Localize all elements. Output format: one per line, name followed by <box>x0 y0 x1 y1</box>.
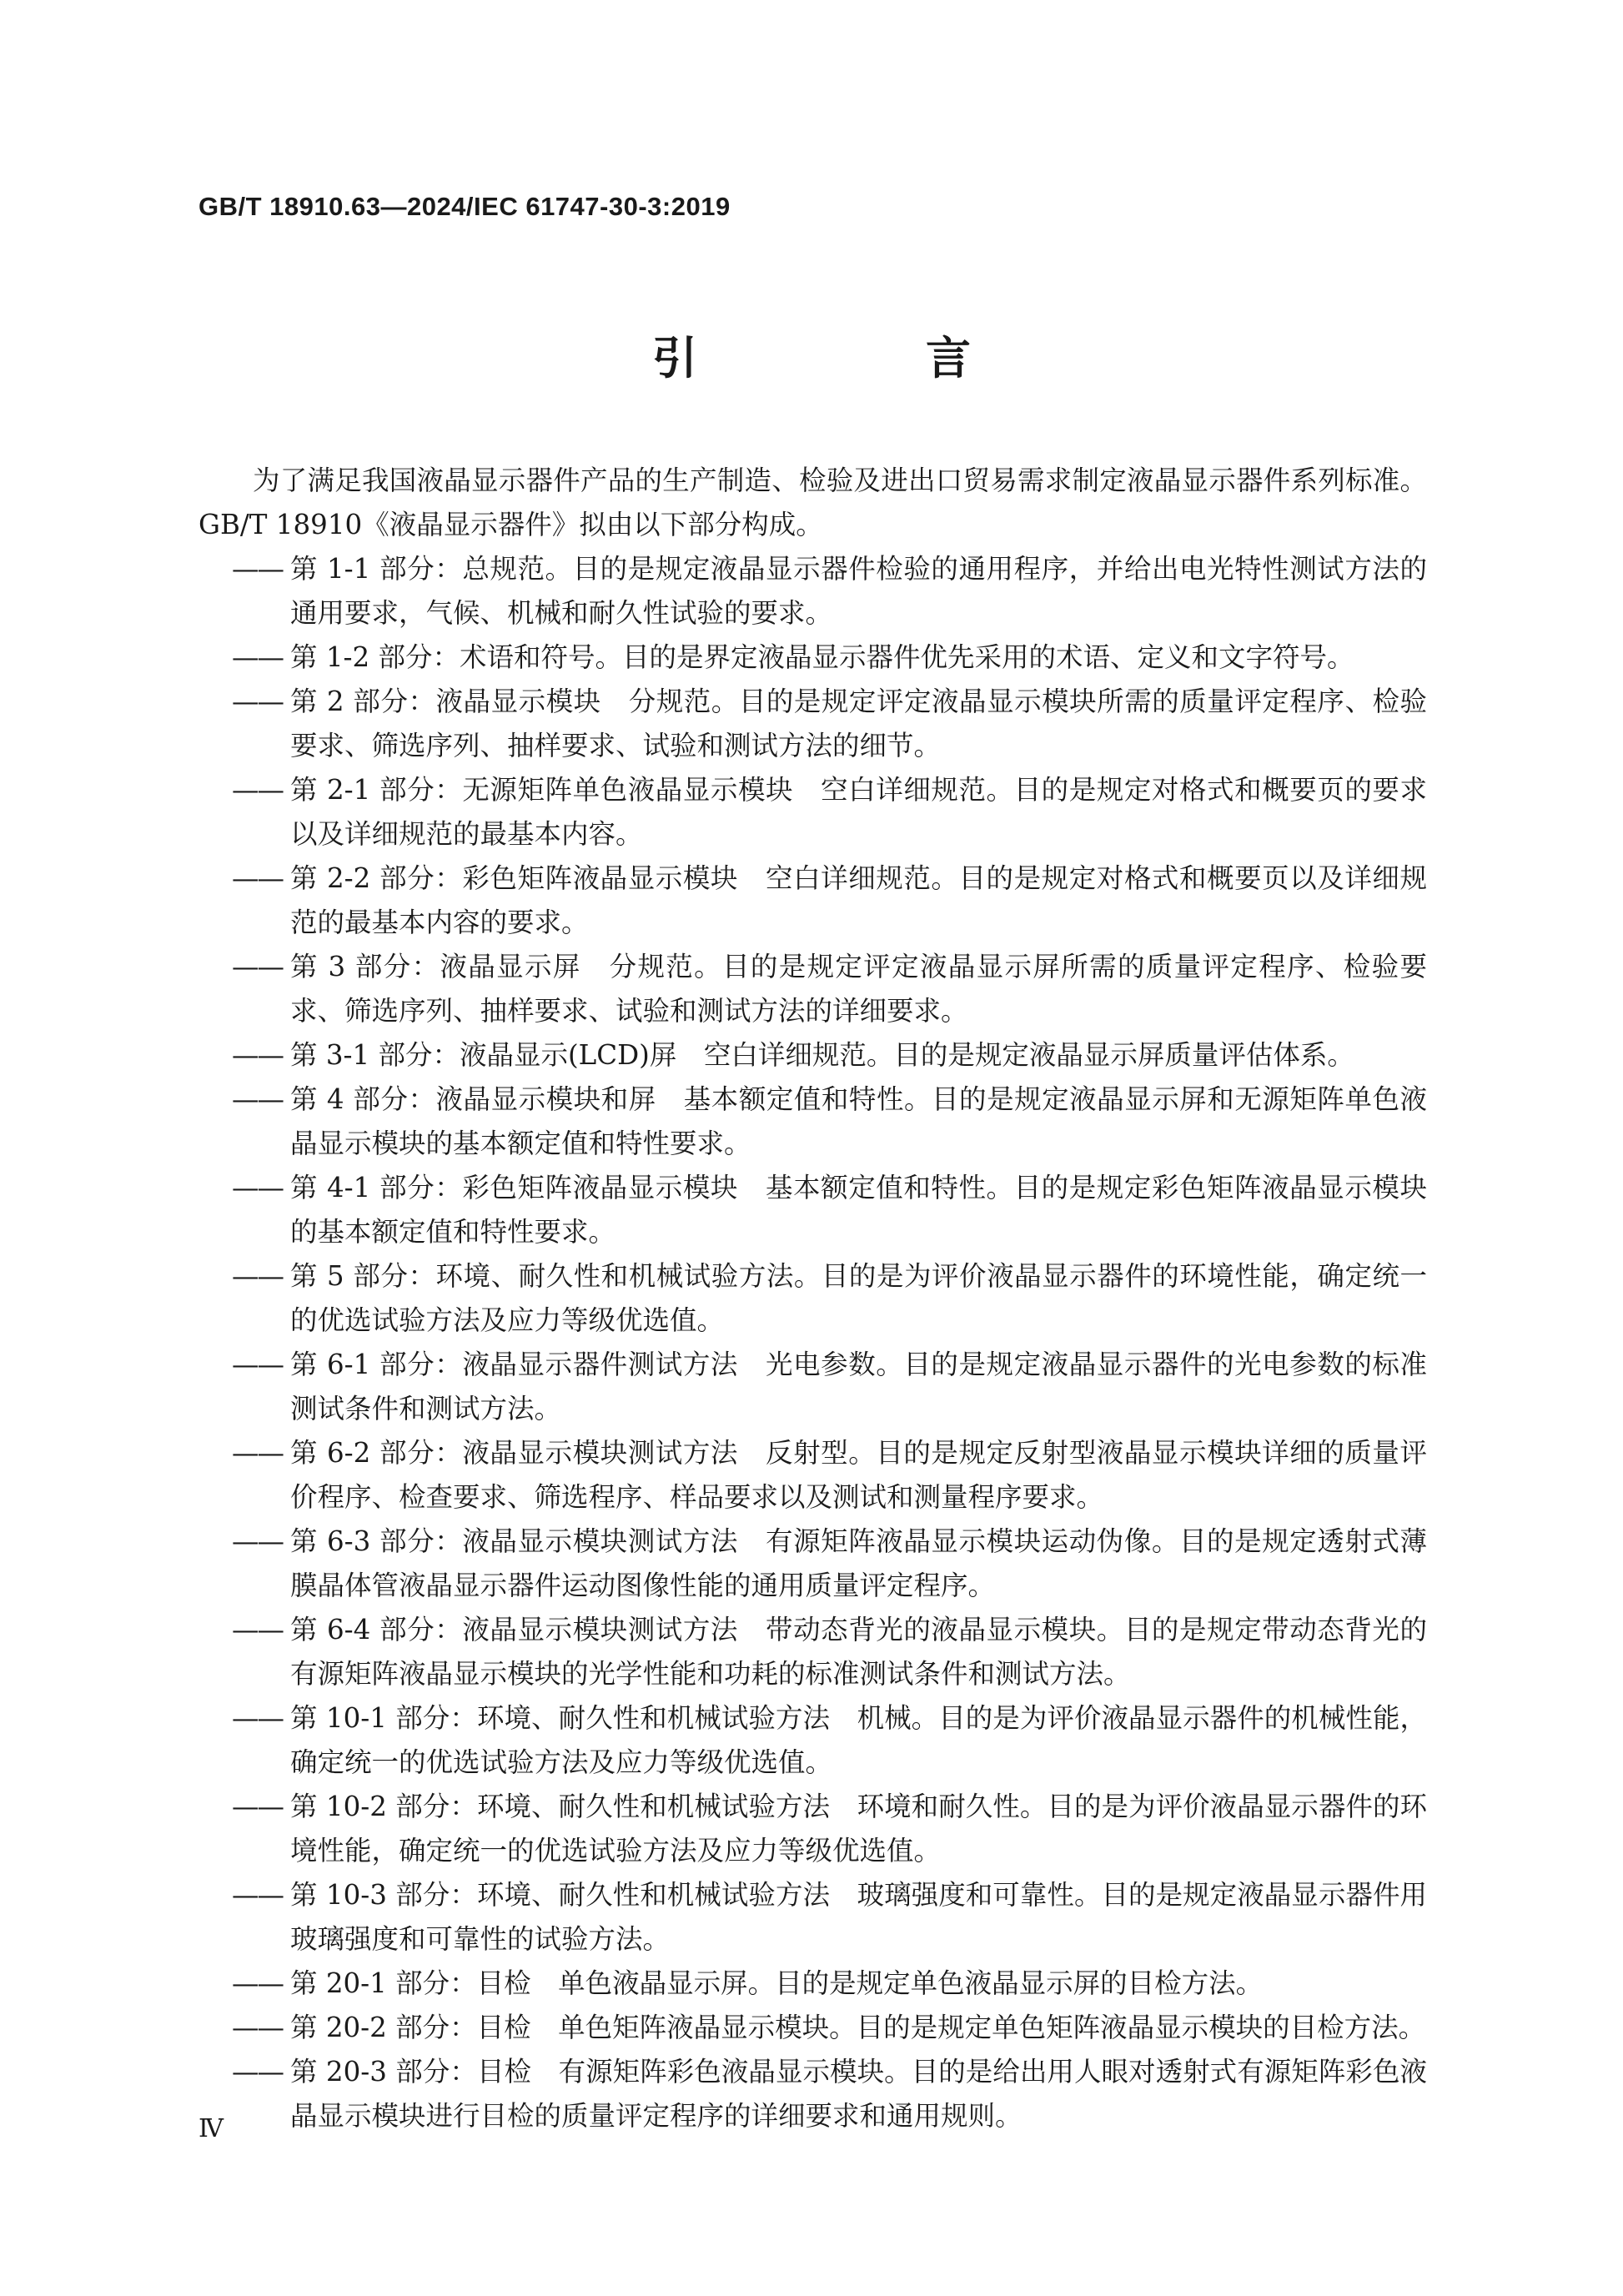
dash-marker: —— <box>232 1039 283 1071</box>
list-item-text: 第 1-1 部分：总规范。目的是规定液晶显示器件检验的通用程序，并给出电光特性测试方法的通用要求，气候、机械和耐久性试验的要求。 <box>290 553 1427 629</box>
list-item <box>198 547 1427 636</box>
list-item-text: 第 10-2 部分：环境、耐久性和机械试验方法 环境和耐久性。目的是为评价液晶显示器件的环境性能，确定统一的优选试验方法及应力等级优选值。 <box>290 1791 1427 1866</box>
intro-paragraph: 为了满足我国液晶显示器件产品的生产制造、检验及进出口贸易需求制定液晶显示器件系列标准。GB/T 18910《液晶显示器件》拟由以下部分构成。 <box>198 465 1427 540</box>
list-item-text: 第 6-3 部分：液晶显示模块测试方法 有源矩阵液晶显示模块运动伪像。目的是规定透射式薄膜晶体管液晶显示器件运动图像性能的通用质量评定程序。 <box>290 1525 1427 1601</box>
dash-marker: —— <box>232 1791 283 1822</box>
list-item <box>198 1873 1427 1962</box>
list-item <box>198 1696 1427 1785</box>
page-title: 引 言 <box>652 332 1063 384</box>
dash-marker: —— <box>232 862 283 894</box>
list-item <box>198 945 1427 1033</box>
dash-marker: —— <box>232 1260 283 1292</box>
dash-marker: —— <box>232 774 283 806</box>
list-item-text: 第 20-3 部分：目检 有源矩阵彩色液晶显示模块。目的是给出用人眼对透射式有源矩阵彩色液晶显示模块进行目检的质量评定程序的详细要求和通用规则。 <box>290 2056 1427 2132</box>
list-item-text: 第 6-1 部分：液晶显示器件测试方法 光电参数。目的是规定液晶显示器件的光电参数的标准测试条件和测试方法。 <box>290 1349 1427 1424</box>
dash-marker: —— <box>232 2012 283 2043</box>
page-number: Ⅳ <box>198 2114 224 2143</box>
list-item-text: 第 3-1 部分：液晶显示(LCD)屏 空白详细规范。目的是规定液晶显示屏质量评估体系。 <box>290 1039 1354 1071</box>
list-item-text: 第 20-1 部分：目检 单色液晶显示屏。目的是规定单色液晶显示屏的目检方法。 <box>290 1967 1264 1999</box>
list-item <box>198 680 1427 768</box>
list-item <box>198 1431 1427 1520</box>
list-item <box>198 1078 1427 1166</box>
list-item-text: 第 20-2 部分：目检 单色矩阵液晶显示模块。目的是规定单色矩阵液晶显示模块的目检方法。 <box>290 2012 1426 2043</box>
dash-marker: —— <box>232 1172 283 1203</box>
list-item-text: 第 2-2 部分：彩色矩阵液晶显示模块 空白详细规范。目的是规定对格式和概要页以及详细规范的最基本内容的要求。 <box>290 862 1427 938</box>
list-item-text: 第 10-1 部分：环境、耐久性和机械试验方法 机械。目的是为评价液晶显示器件的机械性能，确定统一的优选试验方法及应力等级优选值。 <box>290 1702 1427 1778</box>
list-item-text: 第 2 部分：液晶显示模块 分规范。目的是规定评定液晶显示模块所需的质量评定程序、检验要求、筛选序列、抽样要求、试验和测试方法的细节。 <box>290 686 1427 761</box>
dash-marker: —— <box>232 951 283 982</box>
dash-marker: —— <box>232 1349 283 1380</box>
dash-marker: —— <box>232 553 283 585</box>
list-item-text: 第 6-2 部分：液晶显示模块测试方法 反射型。目的是规定反射型液晶显示模块详细的质量评价程序、检查要求、筛选程序、样品要求以及测试和测量程序要求。 <box>290 1437 1427 1513</box>
list-item <box>198 2006 1427 2050</box>
dash-marker: —— <box>232 1879 283 1911</box>
dash-marker: —— <box>232 686 283 717</box>
list-item <box>198 1520 1427 1608</box>
dash-marker: —— <box>232 1702 283 1734</box>
dash-marker: —— <box>232 641 283 673</box>
list-item <box>198 2050 1427 2138</box>
list-item <box>198 1166 1427 1254</box>
dash-marker: —— <box>232 2056 283 2088</box>
dash-marker: —— <box>232 1614 283 1645</box>
list-item <box>198 1254 1427 1343</box>
dash-marker: —— <box>232 1437 283 1469</box>
list-item-text: 第 4 部分：液晶显示模块和屏 基本额定值和特性。目的是规定液晶显示屏和无源矩阵单色液晶显示模块的基本额定值和特性要求。 <box>290 1083 1427 1159</box>
list-item-text: 第 5 部分：环境、耐久性和机械试验方法。目的是为评价液晶显示器件的环境性能，确定统一的优选试验方法及应力等级优选值。 <box>290 1260 1427 1336</box>
list-item-text: 第 4-1 部分：彩色矩阵液晶显示模块 基本额定值和特性。目的是规定彩色矩阵液晶显示模块的基本额定值和特性要求。 <box>290 1172 1427 1248</box>
list-item <box>198 636 1427 680</box>
list-item <box>198 1608 1427 1696</box>
list-item <box>198 1343 1427 1431</box>
parts-list <box>198 547 1427 2138</box>
list-item <box>198 1785 1427 1873</box>
dash-marker: —— <box>232 1083 283 1115</box>
list-item <box>198 1033 1427 1078</box>
list-item <box>198 857 1427 945</box>
list-item-text: 第 3 部分：液晶显示屏 分规范。目的是规定评定液晶显示屏所需的质量评定程序、检验要求、筛选序列、抽样要求、试验和测试方法的详细要求。 <box>290 951 1427 1027</box>
document-body <box>198 459 1427 2138</box>
list-item <box>198 768 1427 857</box>
list-item-text: 第 2-1 部分：无源矩阵单色液晶显示模块 空白详细规范。目的是规定对格式和概要页的要求以及详细规范的最基本内容。 <box>290 774 1427 850</box>
list-item-text: 第 6-4 部分：液晶显示模块测试方法 带动态背光的液晶显示模块。目的是规定带动态背光的有源矩阵液晶显示模块的光学性能和功耗的标准测试条件和测试方法。 <box>290 1614 1427 1690</box>
list-item-text: 第 10-3 部分：环境、耐久性和机械试验方法 玻璃强度和可靠性。目的是规定液晶显示器件用玻璃强度和可靠性的试验方法。 <box>290 1879 1427 1955</box>
dash-marker: —— <box>232 1967 283 1999</box>
dash-marker: —— <box>232 1525 283 1557</box>
list-item <box>198 1962 1427 2006</box>
list-item-text: 第 1-2 部分：术语和符号。目的是界定液晶显示器件优先采用的术语、定义和文字符号。 <box>290 641 1354 673</box>
standard-code-header: GB/T 18910.63—2024/IEC 61747-30-3:2019 <box>198 192 731 221</box>
